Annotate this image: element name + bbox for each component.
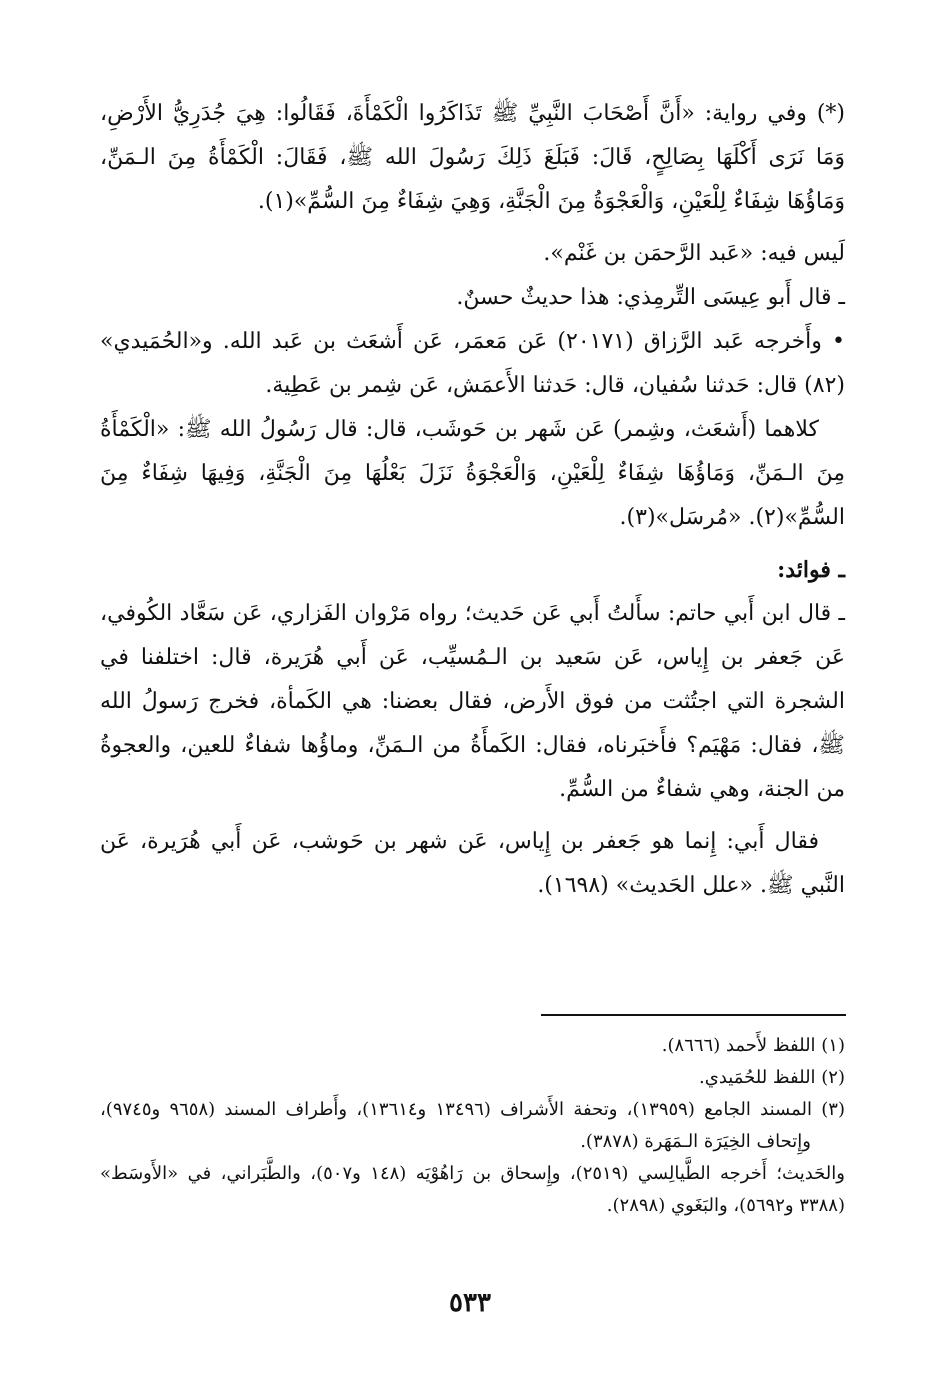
footnotes	[100, 1030, 845, 1222]
page-number: ٥٣٣	[449, 1288, 491, 1318]
section-heading-fawaid: ـ فوائد:	[777, 557, 845, 583]
main-text	[100, 92, 845, 908]
paragraph-riwaya: (*) وفي رواية: «أَنَّ أَصْحَابَ النَّبِيِّ ﷺ تَذَاكَرُوا الْكَمْأَةَ، فَقَالُوا: هِيَ جُدَرِيُّ الأَرْضِ، وَمَا نَرَى أَكْلَهَا بِصَالِحٍ، قَالَ: فَبَلَغَ ذَلِكَ رَسُولَ الله ﷺ، فَقَالَ: الْكَمْأَةُ مِنَ الـمَنِّ، وَمَاؤُهَا شِفَاءٌ لِلْعَيْنِ، وَالْعَجْوَةُ مِنَ الْجَنَّةِ، وَهِيَ شِفَاءٌ مِنَ السُّمِّ»(١).	[100, 101, 845, 214]
footnote-3-continued: والحَديث؛ أَخرجه الطَّيالِسي (٢٥١٩)، وإِسحاق بن رَاهُوْيَه (١٤٨ و٥٠٧)، والطَّبَراني، في «الأَوسَط» (٣٣٨٨ و٥٦٩٢)، والبَغَوي (٢٨٩٨).	[100, 1163, 845, 1216]
paragraph-tirmidhi: ـ قال أَبو عِيسَى التِّرمِذي: هذا حديثٌ حسنٌ.	[456, 285, 845, 310]
footnote-3: (٣) المسند الجامع (١٣٩٥٩)، وتحفة الأَشراف (١٣٤٩٦ و١٣٦١٤)، وأَطراف المسند (٩٦٥٨ و٩٧٤٥)، وإِتحاف الخِيَرَة الـمَهَرة (٣٨٧٨).	[100, 1099, 845, 1152]
footnote-separator	[541, 1014, 846, 1016]
paragraph-lays-fih: لَيس فيه: «عَبد الرَّحمَن بن غَنْم».	[543, 241, 845, 266]
paragraph-kilahuma: كلاهما (أَشعَث، وشِمر) عَن شَهر بن حَوشَب، قال: قال رَسُولُ الله ﷺ: «الْكَمْأَةُ مِنَ الـمَنِّ، وَمَاؤُهَا شِفَاءٌ لِلْعَيْنِ، وَالْعَجْوَةُ نَزَلَ بَعْلُهَا مِنَ الْجَنَّةِ، وَفِيهَا شِفَاءٌ مِنَ السُّمِّ»(٢). «مُرسَل»(٣).	[100, 417, 845, 530]
footnote-1: (١) اللفظ لأَحمد (٨٦٦٦).	[661, 1035, 845, 1056]
paragraph-ibn-abi-hatim: ـ قال ابن أَبي حاتم: سأَلتُ أَبي عَن حَديث؛ رواه مَرْوان الفَزاري، عَن سَعَّاد الكُوفي، عَن جَعفر بن إِياس، عَن سَعيد بن الـمُسيِّب، عَن أَبي هُرَيرة، قال: اختلفنا في الشجرة التي اجتُثت من فوق الأَرض، فقال بعضنا: هي الكَمأة، فخرج رَسولُ الله ﷺ، فقال: مَهْيَم؟ فأَخبَرناه، فقال: الكَمأَةُ من الـمَنِّ، وماؤُها شفاءٌ للعين، والعجوةُ من الجنة، وهي شفاءٌ من السُّمِّ.	[100, 601, 845, 802]
paragraph-akhrajahu: • وأَخرجه عَبد الرَّزاق (٢٠١٧١) عَن مَعمَر، عَن أَشعَث بن عَبد الله. و«الحُمَيدي» (٨٢) قال: حَدثنا سُفيان، قال: حَدثنا الأَعمَش، عَن شِمر بن عَطِية.	[100, 329, 845, 398]
paragraph-faqala-abi: فقال أَبي: إِنما هو جَعفر بن إِياس، عَن شهر بن حَوشب، عَن أَبي هُرَيرة، عَن النَّبي ﷺ. «علل الحَديث» (١٦٩٨).	[100, 829, 845, 898]
footnote-2: (٢) اللفظ للحُمَيدي.	[699, 1067, 845, 1088]
